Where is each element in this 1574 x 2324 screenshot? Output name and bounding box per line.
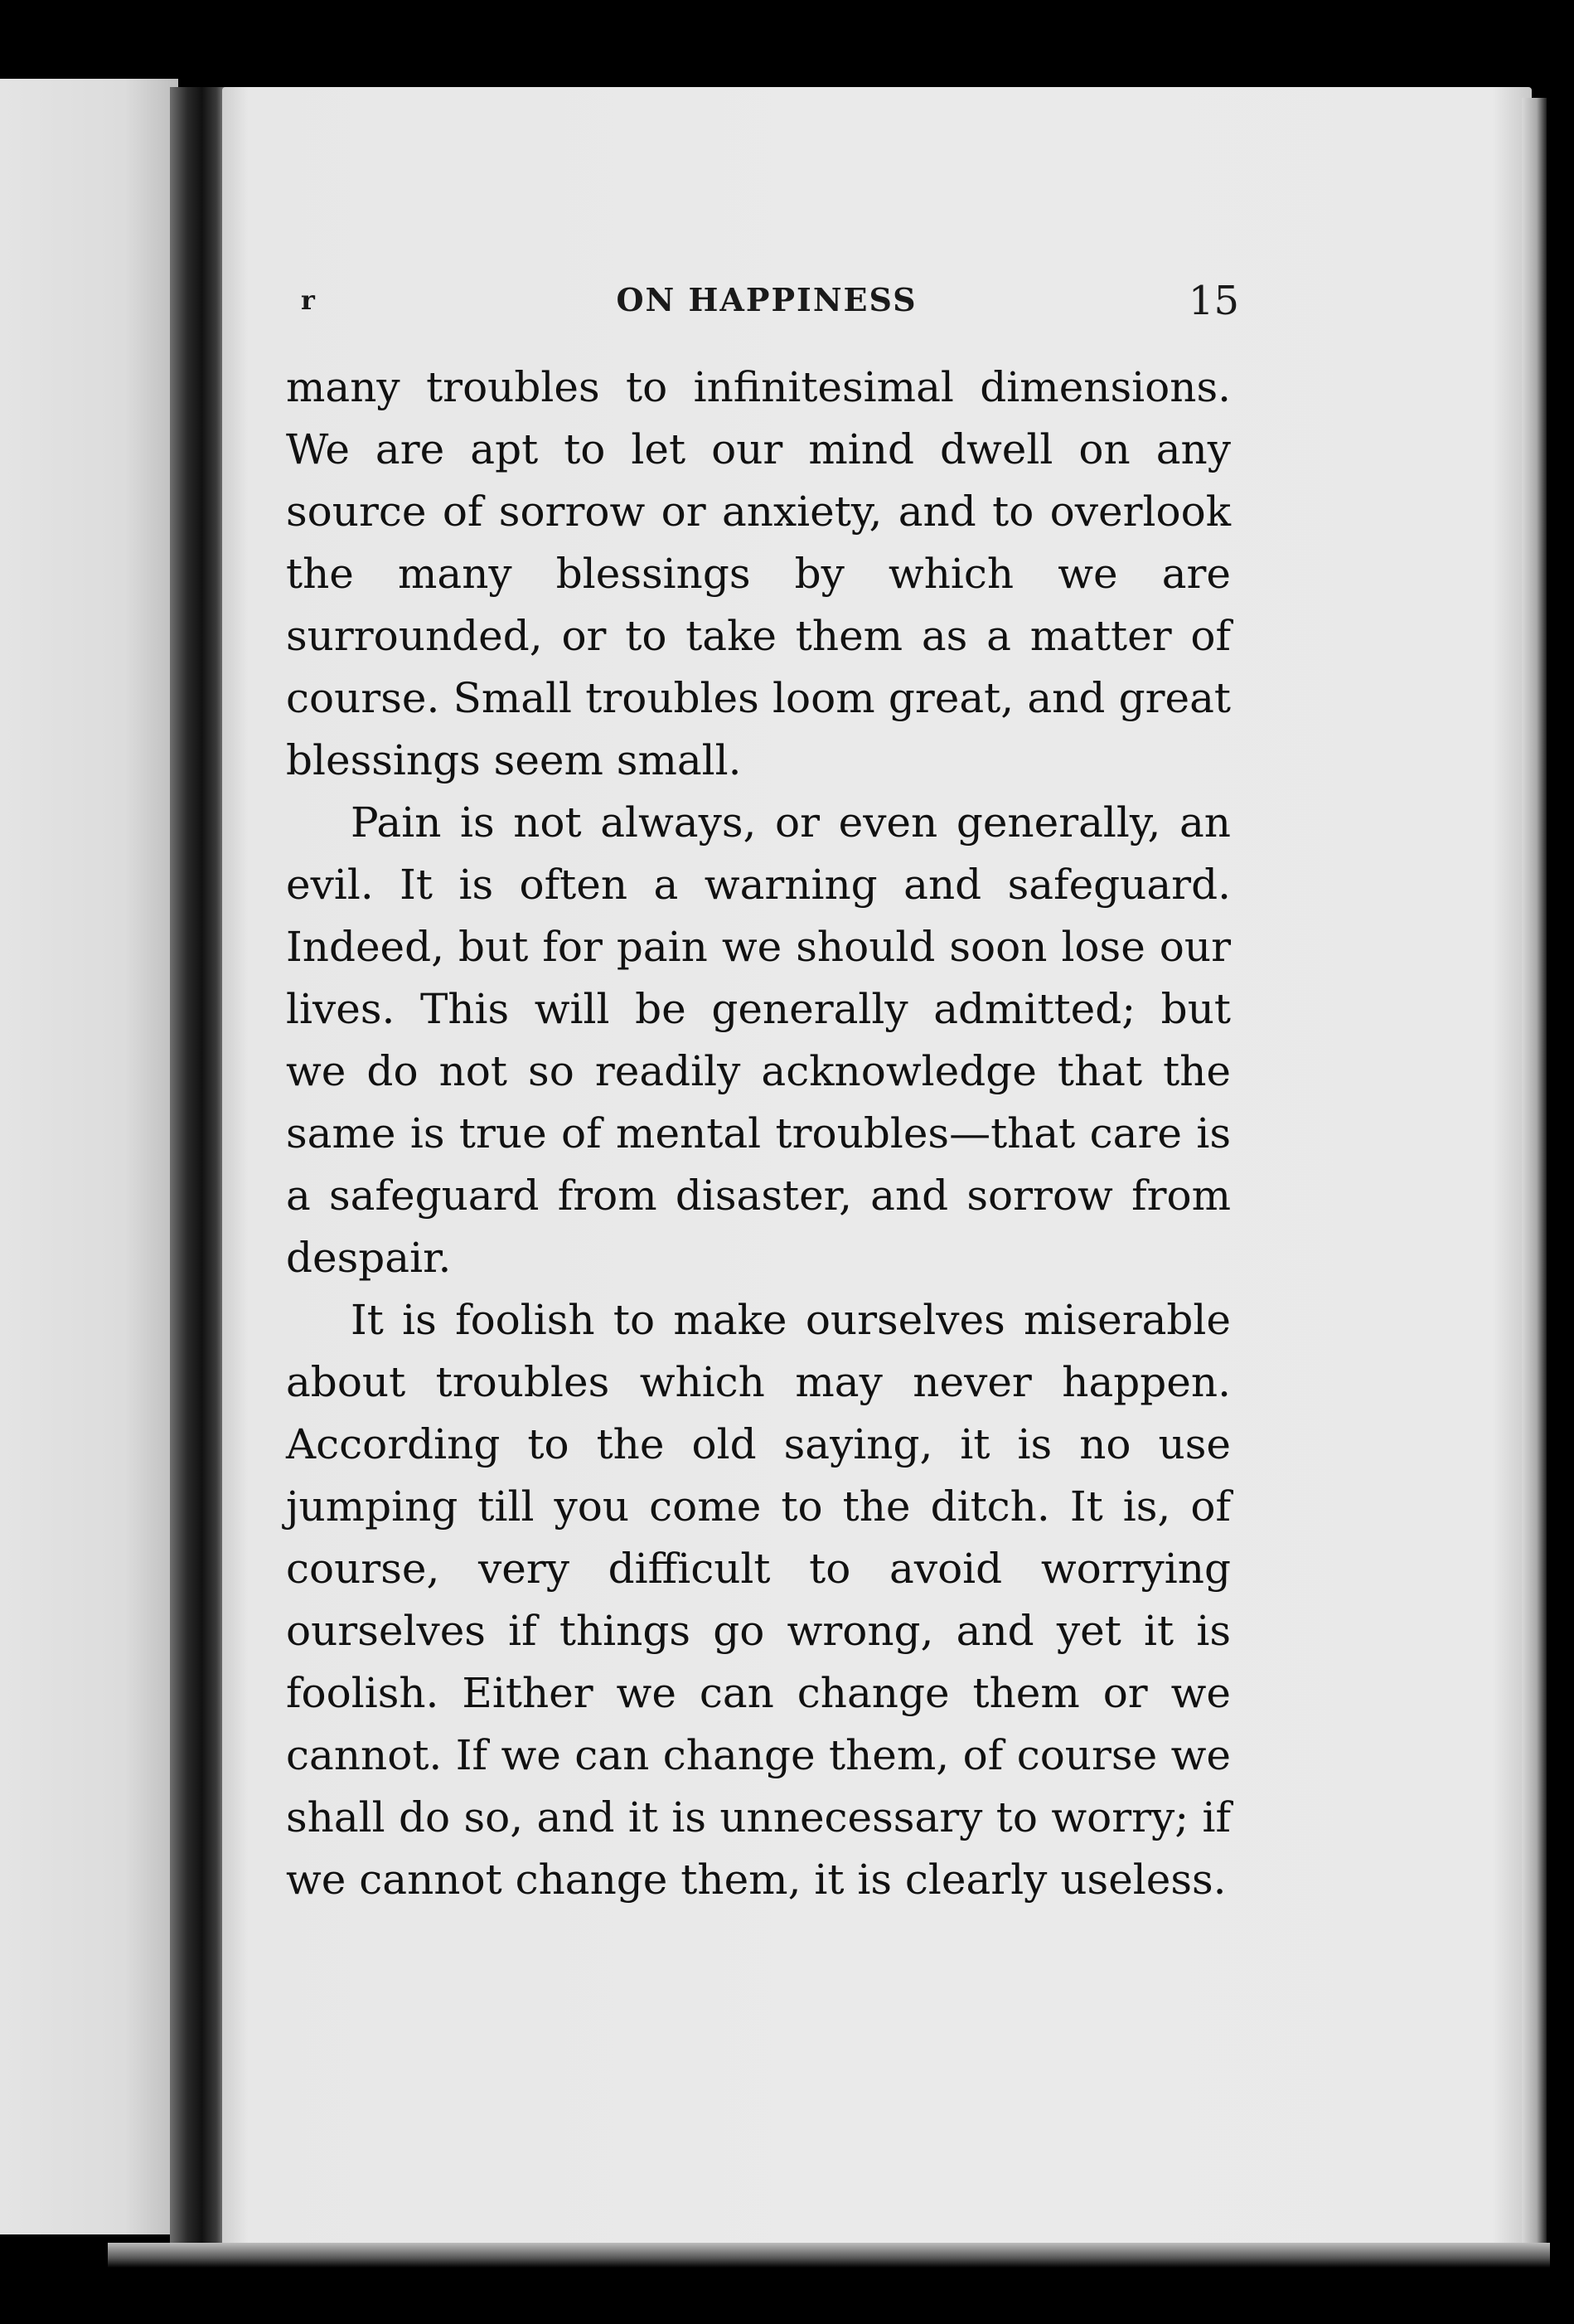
page-right-edge xyxy=(1522,98,1547,2254)
page-number: 15 xyxy=(1188,278,1239,324)
body-text xyxy=(286,357,1231,1911)
page-bottom-shadow xyxy=(108,2243,1550,2268)
running-head: ON HAPPINESS xyxy=(616,281,918,318)
page-header xyxy=(294,278,1239,327)
paragraph: It is foolish to make ourselves miserable about troubles which may never happen. According to the old saying, it is no use jumping till you come to the ditch. It is, of course, very difficult to avoid worrying ourselves if things go wrong, and yet it is foolish. Either we can change them or we cannot. If we can change them, of course we shall do so, and it is unnecessary to worry; if we cannot change them, it is clearly useless. xyxy=(286,1296,1231,1904)
paragraph: Pain is not always, or even generally, an evil. It is often a warning and safeguard. Indeed, but for pain we should soon lose our lives. This will be generally admitted; but we do not so readily acknowledge that the same is true of mental troubles—that care is a safeguard from disaster, and sorrow from despair. xyxy=(286,798,1231,1282)
book-gutter xyxy=(170,87,228,2243)
previous-page-edge xyxy=(0,79,178,2234)
header-mark: r xyxy=(301,284,315,316)
paragraph-continued: many troubles to infinitesimal dimensions. We are apt to let our mind dwell on any source of sorrow or anxiety, and to overlook the many blessings by which we are surrounded, or to take them as a matter of course. Small troubles loom great, and great blessings seem small. xyxy=(286,363,1231,784)
